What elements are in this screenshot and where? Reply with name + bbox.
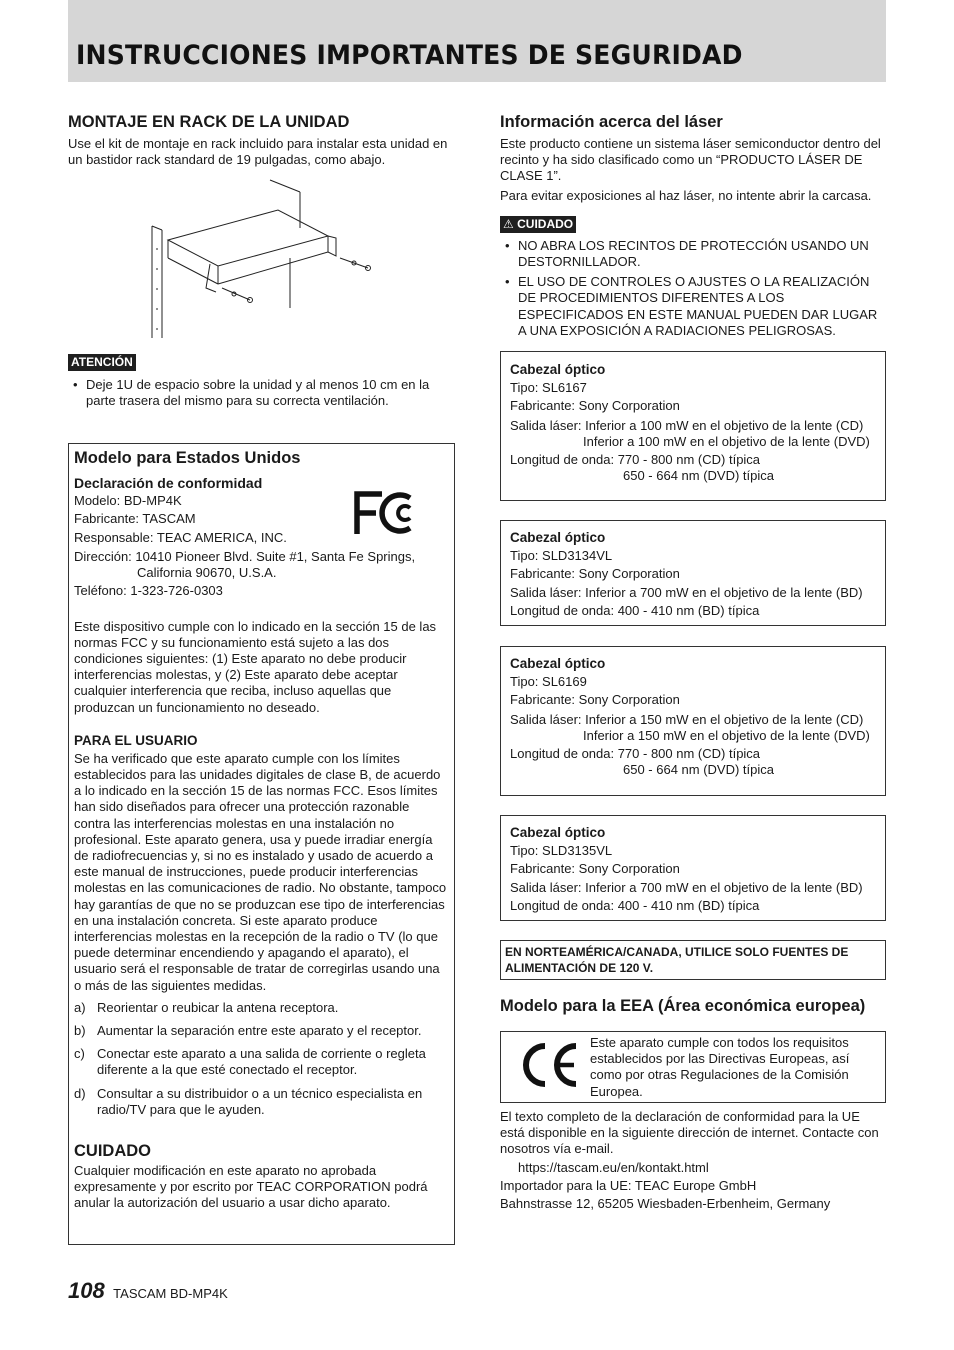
- measures-list: [74, 1000, 447, 1118]
- eea-url: https://tascam.eu/en/kontakt.html: [518, 1159, 709, 1175]
- measure-item: c) Conectar este aparato a una salida de corriente o regleta diferente a la que esté conectado el receptor.: [74, 1046, 426, 1078]
- measure-item: b) Aumentar la separación entre este aparato y el receptor.: [74, 1023, 422, 1039]
- us-model-heading: Modelo para Estados Unidos: [74, 449, 301, 467]
- optical-head-box: [500, 351, 886, 501]
- optical-head-type: Tipo: SLD3134VL: [510, 548, 613, 563]
- footer: [68, 1278, 228, 1304]
- optical-head-output: Salida láser: Inferior a 150 mW en el objetivo de la lente (CD): [510, 711, 864, 727]
- attention-bullet: • Deje 1U de espacio sobre la unidad y al menos 10 cm en la parte trasera del mismo para su correcta ventilación.: [68, 377, 448, 409]
- laser-text-2: Para evitar exposiciones al haz láser, no intente abrir la carcasa.: [500, 187, 872, 203]
- optical-head-maker: Fabricante: Sony Corporation: [510, 861, 680, 877]
- fcc-logo: [352, 489, 422, 537]
- optical-head-title: Cabezal óptico: [510, 825, 606, 840]
- caution-text: Cualquier modificación en este aparato no aprobada expresamente y por escrito por TEAC CORPORATION podrá anular la autorización del usuario a usar dicho aparato.: [74, 1163, 428, 1211]
- power-notice: EN NORTEAMÉRICA/CANADA, UTILICE SOLO FUENTES DE ALIMENTACIÓN DE 120 V.: [505, 945, 849, 975]
- eea-importer-1: Importador para la UE: TEAC Europe GmbH: [500, 1177, 757, 1193]
- laser-bullet: • NO ABRA LOS RECINTOS DE PROTECCIÓN USANDO UN DESTORNILLADOR.: [500, 238, 886, 270]
- eea-heading: Modelo para la EEA (Área económica europea): [500, 997, 866, 1015]
- optical-head-maker: Fabricante: Sony Corporation: [510, 692, 680, 708]
- laser-caution-tag: ⚠ CUIDADO: [500, 216, 576, 233]
- maker-line: Fabricante: TASCAM: [74, 511, 196, 527]
- optical-head-wavelength: Longitud de onda: 770 - 800 nm (CD) típica: [510, 746, 761, 761]
- optical-head-output: Salida láser: Inferior a 700 mW en el objetivo de la lente (BD): [510, 879, 863, 895]
- rack-mount-illustration: [150, 178, 375, 340]
- caution-heading: CUIDADO: [74, 1142, 151, 1161]
- user-text: Se ha verificado que este aparato cumple con los límites establecidos para las unidades digitales de clase B, de acuerdo a lo indicado en la sección 15 de las normas FCC. Esos límites han sido diseñados para ofrecer una protección razonable contra las interferencias molestas en una instalación no profesional. Este aparato genera, usa y puede irradiar energía de radiofrecuencias y, si no es instalado y usado de acuerdo a este manual de instrucciones, puede producir interferencias molestas en las comunicaciones de radio. No obstante, tampoco hay garantías de que no se produzcan ese tipo de interferencias en una instalación concreta. Si este aparato produce interferencias molestas en la recepción de la radio o TV (lo que puede determinar encendiendo y apagando el aparato), el usuario será el responsable de tratar de corregirlas usando una o más de las siguientes medidas.: [74, 750, 447, 993]
- optical-head-wavelength: Longitud de onda: 400 - 410 nm (BD) típica: [510, 602, 760, 618]
- optical-head-box: [500, 520, 886, 626]
- optical-head-title: Cabezal óptico: [510, 656, 606, 671]
- title-bar: [68, 0, 886, 82]
- eea-section: [500, 1109, 886, 1214]
- ce-mark-icon: [518, 1041, 582, 1089]
- page-number: 108: [68, 1278, 105, 1303]
- optical-head-output: Salida láser: Inferior a 700 mW en el objetivo de la lente (BD): [510, 584, 863, 600]
- rack-text: Use el kit de montaje en rack incluido para instalar esta unidad en un bastidor rack standard de 19 pulgadas, como abajo.: [68, 136, 448, 168]
- measure-item: d) Consultar a su distribuidor o a un técnico especialista en radio/TV para que le ayuden.: [74, 1085, 423, 1117]
- attention-block: [68, 353, 448, 409]
- responsible-line: Responsable: TEAC AMERICA, INC.: [74, 529, 287, 545]
- optical-head-output: Salida láser: Inferior a 100 mW en el objetivo de la lente (CD): [510, 417, 864, 433]
- model-line: Modelo: BD-MP4K: [74, 493, 182, 508]
- user-heading: PARA EL USUARIO: [74, 732, 198, 748]
- optical-head-wavelength: Longitud de onda: 770 - 800 nm (CD) típica: [510, 452, 761, 467]
- laser-section: [500, 113, 886, 339]
- optical-head-box: [500, 815, 886, 921]
- optical-head-type: Tipo: SL6167: [510, 380, 587, 395]
- address-line-2: California 90670, U.S.A.: [137, 565, 277, 581]
- optical-head-title: Cabezal óptico: [510, 530, 606, 545]
- optical-head-wavelength: Longitud de onda: 400 - 410 nm (BD) típica: [510, 897, 760, 913]
- laser-text-1: Este producto contiene un sistema láser semiconductor dentro del recinto y ha sido clasificado como un “PRODUCTO LÁSER DE CLASE 1”.: [500, 136, 881, 184]
- optical-head-maker: Fabricante: Sony Corporation: [510, 566, 680, 582]
- laser-caution: [500, 215, 886, 233]
- laser-bullet: • EL USO DE CONTROLES O AJUSTES O LA REALIZACIÓN DE PROCEDIMIENTOS DIFERENTES A LOS ESPECIFICADOS EN ESTE MANUAL PUEDEN DAR LUGAR A UNA EXPOSICIÓN A RADIACIONES PELIGROSAS.: [500, 274, 886, 339]
- phone-line: Teléfono: 1-323-726-0303: [74, 583, 223, 599]
- eea-text: El texto completo de la declaración de conformidad para la UE está disponible en la siguiente dirección de internet. Contacte con nosotros vía e-mail.: [500, 1109, 879, 1157]
- declaration-heading: Declaración de conformidad: [74, 475, 263, 491]
- optical-head-box: [500, 646, 886, 796]
- product-name: TASCAM BD-MP4K: [113, 1286, 228, 1301]
- optical-head-maker: Fabricante: Sony Corporation: [510, 398, 680, 414]
- optical-head-type: Tipo: SLD3135VL: [510, 843, 613, 858]
- optical-head-wavelength: 650 - 664 nm (DVD) típica: [623, 468, 775, 484]
- eea-box-text: Este aparato cumple con todos los requisitos establecidos por las Directivas Europeas, así como por otras Regulaciones de la Comisión Europea.: [590, 1035, 850, 1099]
- optical-head-title: Cabezal óptico: [510, 362, 606, 377]
- optical-head-wavelength: 650 - 664 nm (DVD) típica: [623, 762, 775, 778]
- optical-head-output: Inferior a 100 mW en el objetivo de la lente (DVD): [583, 433, 870, 449]
- rack-section: [68, 113, 448, 168]
- fcc-text: Este dispositivo cumple con lo indicado en la sección 15 de las normas FCC y su funcionamiento está sujeto a las dos condiciones siguientes: (1) Este aparato no debe producir interferencias molestas, y (2) Este aparato debe aceptar cualquier interferencia que reciba, incluso aquellas que produzcan un funcionamiento no deseado.: [74, 618, 437, 715]
- us-model-box: [68, 443, 455, 1245]
- power-notice-box: [500, 940, 886, 980]
- laser-heading: Información acerca del láser: [500, 113, 723, 131]
- page-title: INSTRUCCIONES IMPORTANTES DE SEGURIDAD: [76, 40, 743, 71]
- warning-triangle-icon: ⚠: [503, 216, 514, 231]
- eea-box: [500, 1031, 886, 1103]
- rack-heading: MONTAJE EN RACK DE LA UNIDAD: [68, 113, 350, 131]
- address-line-1: Dirección: 10410 Pioneer Blvd. Suite #1, Santa Fe Springs,: [74, 548, 416, 564]
- optical-head-type: Tipo: SL6169: [510, 674, 587, 689]
- optical-head-output: Inferior a 150 mW en el objetivo de la lente (DVD): [583, 727, 870, 743]
- eea-importer-2: Bahnstrasse 12, 65205 Wiesbaden-Erbenheim, Germany: [500, 1196, 831, 1212]
- measure-item: a) Reorientar o reubicar la antena receptora.: [74, 999, 339, 1015]
- attention-tag: ATENCIÓN: [68, 354, 136, 371]
